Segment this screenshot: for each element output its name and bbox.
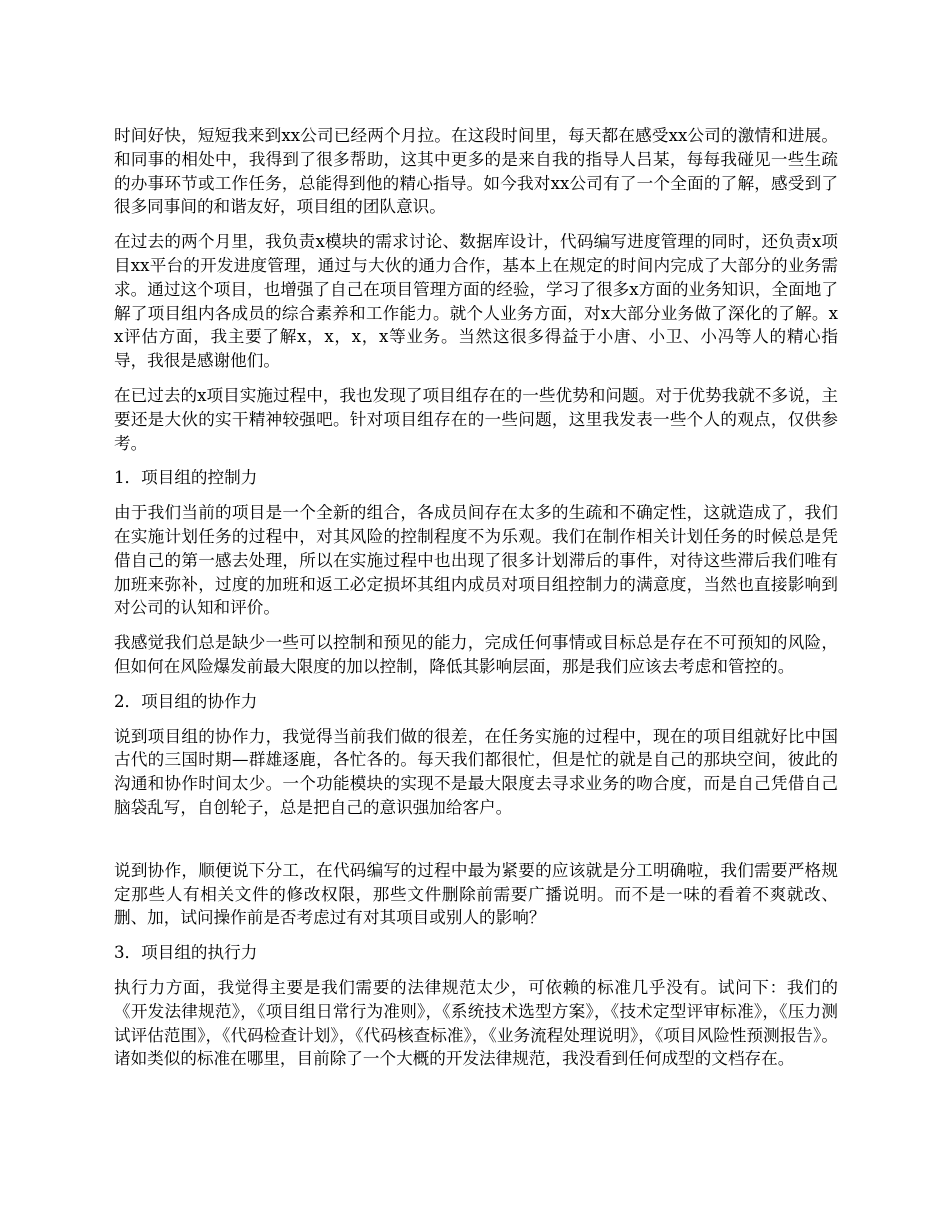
work-summary-paragraph: 在过去的两个月里，我负责x模块的需求讨论、数据库设计，代码编写进度管理的同时，还负责x项目xx平台的开发进度管理，通过与大伙的通力合作，基本上在规定的时间内完成了大部分的业务需求。通过这个项目，也增强了自己在项目管理方面的经验，学习了很多x方面的业务知识，全面地了解了项目组内各成员的综合素养和工作能力。就个人业务方面，对x大部分业务做了深化的了解。xx评估方面，我主要了解x，x，x，x等业务。当然这很多得益于小唐、小卫、小冯等人的精心指导，我很是感谢他们。 [114, 232, 838, 371]
document-body [114, 124, 838, 1082]
section-heading-execution: 3．项目组的执行力 [114, 943, 258, 963]
section-heading-control: 1．项目组的控制力 [114, 468, 258, 488]
collaboration-paragraph-1: 说到项目组的协作力，我觉得当前我们做的很差，在任务实施的过程中，现在的项目组就好比中国古代的三国时期—群雄逐鹿，各忙各的。每天我们都很忙，但是忙的就是自己的那块空间，彼此的沟通和协作时间太少。一个功能模块的实现不是最大限度去寻求业务的吻合度，而是自己凭借自己脑袋乱写，自创轮子，总是把自己的意识强加给客户。 [114, 726, 838, 817]
control-paragraph-2: 我感觉我们总是缺少一些可以控制和预见的能力，完成任何事情或目标总是存在不可预知的风险，但如何在风险爆发前最大限度的加以控制，降低其影响层面，那是我们应该去考虑和管控的。 [114, 633, 838, 676]
collaboration-paragraph-2: 说到协作，顺便说下分工，在代码编写的过程中最为紧要的应该就是分工明确啦，我们需要严格规定那些人有相关文件的修改权限，那些文件删除前需要广播说明。而不是一味的看着不爽就改、删、加，试问操作前是否考虑过有对其项目或别人的影响？ [114, 860, 838, 928]
section-heading-collaboration: 2．项目组的协作力 [114, 691, 258, 711]
observations-paragraph: 在已过去的x项目实施过程中，我也发现了项目组存在的一些优势和问题。对于优势我就不多说，主要还是大伙的实干精神较强吧。针对项目组存在的一些问题，这里我发表一些个人的观点，仅供参考。 [114, 385, 838, 453]
control-paragraph-1: 由于我们当前的项目是一个全新的组合，各成员间存在太多的生疏和不确定性，这就造成了，我们在实施计划任务的过程中，对其风险的控制程度不为乐观。我们在制作相关计划任务的时候总是凭借自己的第一感去处理，所以在实施过程中也出现了很多计划滞后的事件，对待这些滞后我们唯有加班来弥补，过度的加班和返工必定损坏其组内成员对项目组控制力的满意度，当然也直接影响到对公司的认知和评价。 [114, 503, 838, 618]
execution-paragraph: 执行力方面，我觉得主要是我们需要的法律规范太少，可依赖的标准几乎没有。试问下：我们的《开发法律规范》，《项目组日常行为准则》，《系统技术选型方案》，《技术定型评审标准》，《压力测试评估范围》，《代码检查计划》，《代码核查标准》，《业务流程处理说明》，《项目风险性预测报告》。诸如类似的标准在哪里，目前除了一个大概的开发法律规范，我没看到任何成型的文档存在。 [114, 977, 838, 1069]
blank-line [114, 831, 838, 859]
intro-paragraph: 时间好快，短短我来到xx公司已经两个月拉。在这段时间里，每天都在感受xx公司的激情和进展。和同事的相处中，我得到了很多帮助，这其中更多的是来自我的指导人吕某，每每我碰见一些生疏的办事环节或工作任务，总能得到他的精心指导。如今我对xx公司有了一个全面的了解，感受到了很多同事间的和谐友好，项目组的团队意识。 [114, 126, 838, 217]
